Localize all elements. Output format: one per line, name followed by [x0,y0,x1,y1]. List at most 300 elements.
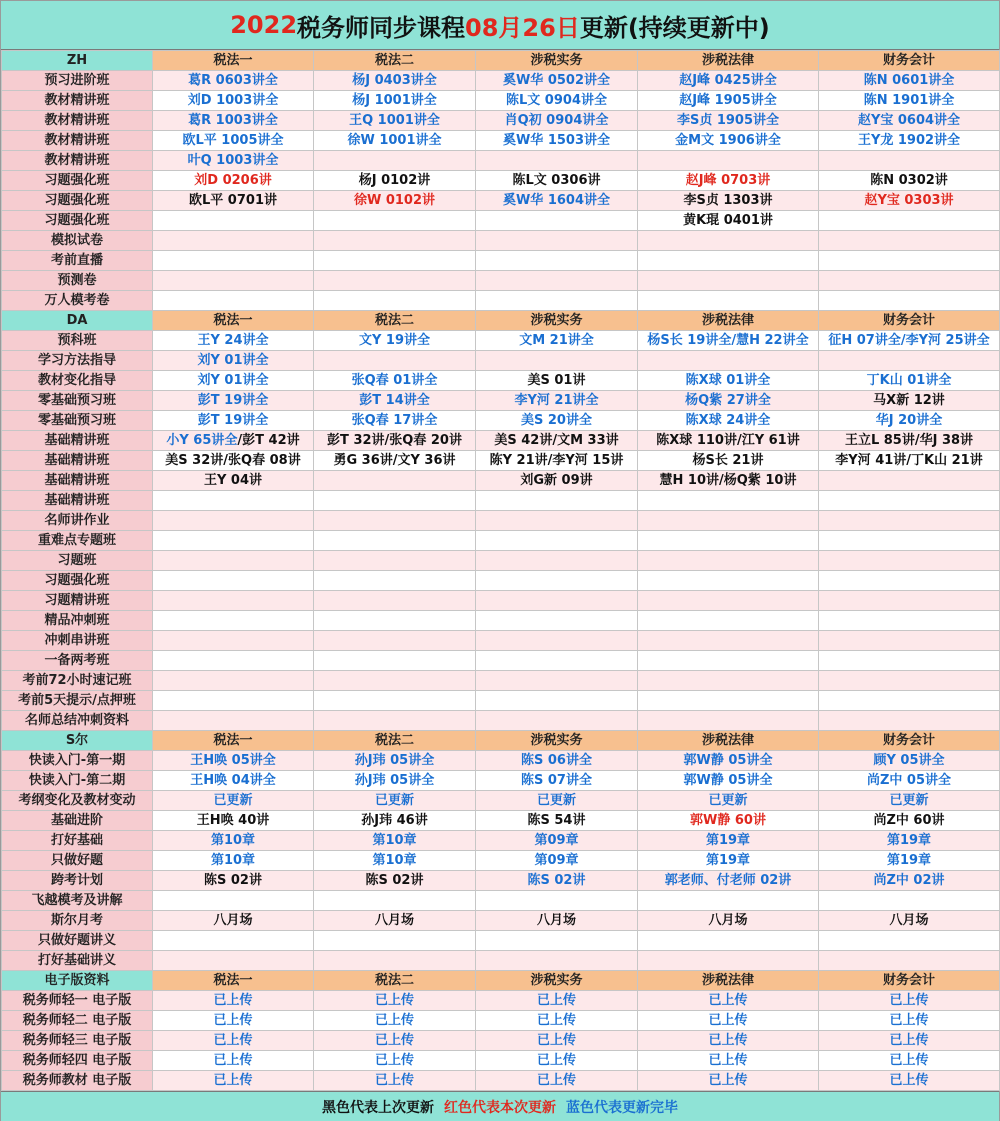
column-header: 涉税实务 [476,51,638,71]
course-cell: 郭老师、付老师 02讲 [638,871,819,891]
course-cell [476,291,638,311]
row-label: 习题强化班 [2,191,153,211]
course-cell [819,651,1000,671]
table-row [2,211,1000,231]
course-cell: 已上传 [153,1011,314,1031]
course-cell: 第10章 [314,851,476,871]
column-header: 税法二 [314,971,476,991]
course-cell: 叶Q 1003讲全 [153,151,314,171]
table-row [2,611,1000,631]
course-cell: 孙J玮 05讲全 [314,751,476,771]
table-row [2,711,1000,731]
course-cell: 第10章 [314,831,476,851]
course-cell [153,611,314,631]
course-cell [476,271,638,291]
column-header: 税法二 [314,51,476,71]
column-header: 税法一 [153,311,314,331]
course-cell: 已上传 [314,1011,476,1031]
course-cell [314,611,476,631]
course-cell: 郭W静 05讲全 [638,751,819,771]
course-cell: 已更新 [638,791,819,811]
course-cell: 八月场 [476,911,638,931]
course-cell [153,231,314,251]
table-row [2,231,1000,251]
course-cell [819,151,1000,171]
course-cell: 王H唤 05讲全 [153,751,314,771]
row-label: 只做好题 [2,851,153,871]
table-row [2,911,1000,931]
row-label: 教材精讲班 [2,151,153,171]
course-cell [638,251,819,271]
course-cell: 陈S 54讲 [476,811,638,831]
course-cell [314,951,476,971]
course-cell: 已上传 [476,991,638,1011]
row-label: 考纲变化及教材变动 [2,791,153,811]
title-suffix: 更新(持续更新中) [579,13,770,42]
course-cell: 已上传 [476,1051,638,1071]
table-row [2,471,1000,491]
section-header-row [2,51,1000,71]
table-row [2,791,1000,811]
course-cell: 已上传 [819,1071,1000,1091]
course-cell: 已上传 [638,1051,819,1071]
course-cell [638,711,819,731]
table-row [2,331,1000,351]
row-label: 习题强化班 [2,171,153,191]
course-cell: 已更新 [153,791,314,811]
course-cell [153,931,314,951]
course-cell: 陈X球 110讲/江Y 61讲 [638,431,819,451]
section-name: S尔 [2,731,153,751]
course-cell: 已上传 [819,1011,1000,1031]
course-cell: 第09章 [476,851,638,871]
course-cell: 已上传 [476,1011,638,1031]
course-table [1,50,1000,1091]
row-label: 考前72小时速记班 [2,671,153,691]
course-cell [638,491,819,511]
course-cell: 王Y龙 1902讲全 [819,131,1000,151]
course-cell [476,531,638,551]
row-label: 教材变化指导 [2,371,153,391]
legend-blue: 蓝色代表更新完毕 [566,1099,678,1116]
table-row [2,1051,1000,1071]
course-cell [819,471,1000,491]
table-row [2,111,1000,131]
course-cell [476,231,638,251]
column-header: 涉税法律 [638,971,819,991]
course-cell [638,351,819,371]
course-cell [476,571,638,591]
table-row [2,591,1000,611]
course-cell: 杨J 1001讲全 [314,91,476,111]
course-cell [314,511,476,531]
section-name: 电子版资料 [2,971,153,991]
row-label: 基础精讲班 [2,431,153,451]
course-cell: 已上传 [153,1071,314,1091]
row-label: 模拟试卷 [2,231,153,251]
column-header: 财务会计 [819,311,1000,331]
course-cell: 美S 42讲/文M 33讲 [476,431,638,451]
course-cell [314,251,476,271]
section-name: ZH [2,51,153,71]
course-cell [819,951,1000,971]
column-header: 税法一 [153,731,314,751]
row-label: 快读入门-第二期 [2,771,153,791]
course-cell: 尚Z中 05讲全 [819,771,1000,791]
column-header: 税法一 [153,51,314,71]
course-cell: 已上传 [314,1031,476,1051]
course-cell: 已上传 [638,1031,819,1051]
course-cell: 刘Y 01讲全 [153,351,314,371]
course-cell: 赵J峰 0425讲全 [638,71,819,91]
course-cell [314,931,476,951]
course-cell [153,571,314,591]
course-cell [314,671,476,691]
table-row [2,151,1000,171]
section-header-row [2,971,1000,991]
course-cell [153,711,314,731]
course-cell: 已上传 [819,991,1000,1011]
course-cell: 陈S 02讲 [314,871,476,891]
row-label: 税务师轻一 电子版 [2,991,153,1011]
course-cell: 陈Y 21讲/李Y河 15讲 [476,451,638,471]
row-label: 预测卷 [2,271,153,291]
course-cell: 李S贞 1905讲全 [638,111,819,131]
course-cell: 已上传 [314,991,476,1011]
course-cell [638,631,819,651]
course-cell [819,551,1000,571]
course-cell: 陈S 02讲 [153,871,314,891]
course-cell [476,931,638,951]
course-cell: 八月场 [819,911,1000,931]
course-part-previous: /彭T 42讲 [237,433,300,448]
row-label: 一备两考班 [2,651,153,671]
row-label: 考前5天提示/点押班 [2,691,153,711]
course-cell: 彭T 19讲全 [153,411,314,431]
course-cell: 金M文 1906讲全 [638,131,819,151]
course-cell [819,351,1000,371]
course-cell [314,491,476,511]
course-cell: 文M 21讲全 [476,331,638,351]
course-cell: 美S 32讲/张Q春 08讲 [153,451,314,471]
course-cell: 赵J峰 0703讲 [638,171,819,191]
column-header: 涉税法律 [638,731,819,751]
course-cell: 第19章 [819,851,1000,871]
table-row [2,991,1000,1011]
course-cell [153,951,314,971]
column-header: 涉税实务 [476,311,638,331]
row-label: 打好基础 [2,831,153,851]
course-cell: 葛R 0603讲全 [153,71,314,91]
course-cell: 杨S长 19讲全/慧H 22讲全 [638,331,819,351]
course-cell [153,591,314,611]
course-cell [819,631,1000,651]
course-cell: 欧L平 1005讲全 [153,131,314,151]
column-header: 财务会计 [819,51,1000,71]
course-cell: 彭T 14讲全 [314,391,476,411]
course-cell: 已上传 [819,1051,1000,1071]
course-cell [638,931,819,951]
row-label: 教材精讲班 [2,111,153,131]
course-cell: 已上传 [819,1031,1000,1051]
course-cell [314,231,476,251]
course-cell [314,211,476,231]
course-cell [638,671,819,691]
table-row [2,131,1000,151]
table-row [2,631,1000,651]
course-cell: 陈N 0601讲全 [819,71,1000,91]
course-cell [476,351,638,371]
course-cell: 八月场 [153,911,314,931]
row-label: 重难点专题班 [2,531,153,551]
course-cell: 彭T 32讲/张Q春 20讲 [314,431,476,451]
row-label: 零基础预习班 [2,411,153,431]
course-cell [476,891,638,911]
course-cell: 八月场 [638,911,819,931]
course-cell: 徐W 1001讲全 [314,131,476,151]
course-cell: 第19章 [638,831,819,851]
course-cell: 已上传 [153,991,314,1011]
course-cell: 肖Q初 0904讲全 [476,111,638,131]
course-cell: 刘Y 01讲全 [153,371,314,391]
course-cell [314,711,476,731]
page-title [1,1,999,50]
course-cell: 徐W 0102讲 [314,191,476,211]
row-label: 习题强化班 [2,571,153,591]
course-cell: 赵J峰 1905讲全 [638,91,819,111]
course-cell [476,711,638,731]
legend-bar [1,1091,999,1121]
course-cell [314,471,476,491]
course-cell: 黄K琨 0401讲 [638,211,819,231]
table-row [2,1071,1000,1091]
course-cell: 已上传 [476,1071,638,1091]
row-label: 斯尔月考 [2,911,153,931]
course-cell: 陈N 0302讲 [819,171,1000,191]
table-row [2,891,1000,911]
section-name: DA [2,311,153,331]
course-cell [476,211,638,231]
course-cell [153,271,314,291]
course-cell: 第10章 [153,831,314,851]
course-cell: 顾Y 05讲全 [819,751,1000,771]
course-cell: 华J 20讲全 [819,411,1000,431]
course-cell [153,251,314,271]
course-cell [819,231,1000,251]
course-cell [314,531,476,551]
course-cell [153,671,314,691]
legend-black: 黑色代表上次更新 [322,1099,434,1116]
course-cell: 郭W静 05讲全 [638,771,819,791]
course-cell [638,291,819,311]
course-cell [314,631,476,651]
course-cell [476,151,638,171]
course-cell [153,651,314,671]
course-cell: 已上传 [638,991,819,1011]
column-header: 财务会计 [819,731,1000,751]
course-cell [476,551,638,571]
column-header: 涉税法律 [638,51,819,71]
course-cell: 陈S 02讲 [476,871,638,891]
row-label: 学习方法指导 [2,351,153,371]
course-cell: 刘D 0206讲 [153,171,314,191]
course-cell [314,691,476,711]
column-header: 涉税实务 [476,971,638,991]
row-label: 基础精讲班 [2,471,153,491]
table-row [2,771,1000,791]
row-label: 教材精讲班 [2,131,153,151]
course-cell: 刘D 1003讲全 [153,91,314,111]
course-cell [314,571,476,591]
row-label: 习题精讲班 [2,591,153,611]
table-row [2,391,1000,411]
course-cell [638,571,819,591]
course-cell: 王Q 1001讲全 [314,111,476,131]
course-cell: 已上传 [314,1071,476,1091]
course-cell [314,291,476,311]
course-cell: 已上传 [153,1051,314,1071]
course-cell: 已上传 [638,1011,819,1031]
course-cell [314,351,476,371]
course-cell [153,431,314,451]
course-cell [476,251,638,271]
course-cell [638,591,819,611]
course-cell [314,271,476,291]
course-cell: 奚W华 1503讲全 [476,131,638,151]
course-cell: 已上传 [638,1071,819,1091]
course-cell: 李S贞 1303讲 [638,191,819,211]
course-cell: 征H 07讲全/李Y河 25讲全 [819,331,1000,351]
course-cell: 陈X球 01讲全 [638,371,819,391]
course-cell: 第19章 [819,831,1000,851]
course-cell [153,551,314,571]
course-cell: 王立L 85讲/华J 38讲 [819,431,1000,451]
course-cell: 彭T 19讲全 [153,391,314,411]
table-row [2,451,1000,471]
course-cell: 赵Y宝 0604讲全 [819,111,1000,131]
table-row [2,651,1000,671]
course-cell [153,531,314,551]
course-cell [476,671,638,691]
table-row [2,1011,1000,1031]
course-cell [153,211,314,231]
course-cell [638,511,819,531]
course-cell [476,651,638,671]
course-cell [153,291,314,311]
course-cell [819,531,1000,551]
row-label: 习题强化班 [2,211,153,231]
course-cell [819,931,1000,951]
course-cell [314,591,476,611]
table-row [2,871,1000,891]
row-label: 税务师轻四 电子版 [2,1051,153,1071]
row-label: 税务师轻二 电子版 [2,1011,153,1031]
table-row [2,1031,1000,1051]
course-cell: 八月场 [314,911,476,931]
course-cell [638,271,819,291]
course-cell: 第10章 [153,851,314,871]
course-cell: 陈S 06讲全 [476,751,638,771]
table-row [2,351,1000,371]
column-header: 税法二 [314,311,476,331]
table-row [2,191,1000,211]
course-cell [819,591,1000,611]
course-cell: 陈X球 24讲全 [638,411,819,431]
course-part-complete: 小Y 65讲全 [166,433,238,448]
course-cell [476,611,638,631]
course-cell [819,671,1000,691]
table-row [2,91,1000,111]
course-cell: 美S 01讲 [476,371,638,391]
course-cell: 王Y 24讲全 [153,331,314,351]
course-cell [153,891,314,911]
row-label: 名师总结冲刺资料 [2,711,153,731]
table-row [2,511,1000,531]
course-cell: 陈N 1901讲全 [819,91,1000,111]
row-label: 税务师教材 电子版 [2,1071,153,1091]
course-cell: 赵Y宝 0303讲 [819,191,1000,211]
course-cell: 美S 20讲全 [476,411,638,431]
course-cell: 郭W静 60讲 [638,811,819,831]
column-header: 财务会计 [819,971,1000,991]
course-cell [638,651,819,671]
course-cell: 文Y 19讲全 [314,331,476,351]
title-year: 2022 [230,11,298,39]
column-header: 税法二 [314,731,476,751]
row-label: 快读入门-第一期 [2,751,153,771]
course-cell [314,151,476,171]
table-row [2,691,1000,711]
row-label: 预习进阶班 [2,71,153,91]
table-row [2,491,1000,511]
course-cell: 刘G新 09讲 [476,471,638,491]
course-cell: 王H唤 40讲 [153,811,314,831]
course-cell: 已上传 [314,1051,476,1071]
course-cell: 杨S长 21讲 [638,451,819,471]
course-cell: 张Q春 17讲全 [314,411,476,431]
section-header-row [2,311,1000,331]
column-header: 涉税法律 [638,311,819,331]
course-cell: 孙J玮 05讲全 [314,771,476,791]
course-cell [476,491,638,511]
row-label: 基础精讲班 [2,451,153,471]
table-row [2,951,1000,971]
course-cell [819,571,1000,591]
course-cell: 已更新 [819,791,1000,811]
course-cell [819,271,1000,291]
course-cell [638,151,819,171]
course-cell: 奚W华 1604讲全 [476,191,638,211]
title-main: 税务师同步课程 [297,13,466,42]
course-cell [476,591,638,611]
course-cell [153,491,314,511]
course-cell [476,631,638,651]
table-row [2,411,1000,431]
course-cell: 勇G 36讲/文Y 36讲 [314,451,476,471]
course-cell [476,691,638,711]
course-cell: 欧L平 0701讲 [153,191,314,211]
table-row [2,291,1000,311]
course-cell: 杨Q紫 27讲全 [638,391,819,411]
row-label: 精品冲刺班 [2,611,153,631]
column-header: 涉税实务 [476,731,638,751]
course-cell: 马X新 12讲 [819,391,1000,411]
course-cell: 孙J玮 46讲 [314,811,476,831]
course-cell: 陈L文 0904讲全 [476,91,638,111]
row-label: 万人模考卷 [2,291,153,311]
table-row [2,571,1000,591]
table-row [2,71,1000,91]
